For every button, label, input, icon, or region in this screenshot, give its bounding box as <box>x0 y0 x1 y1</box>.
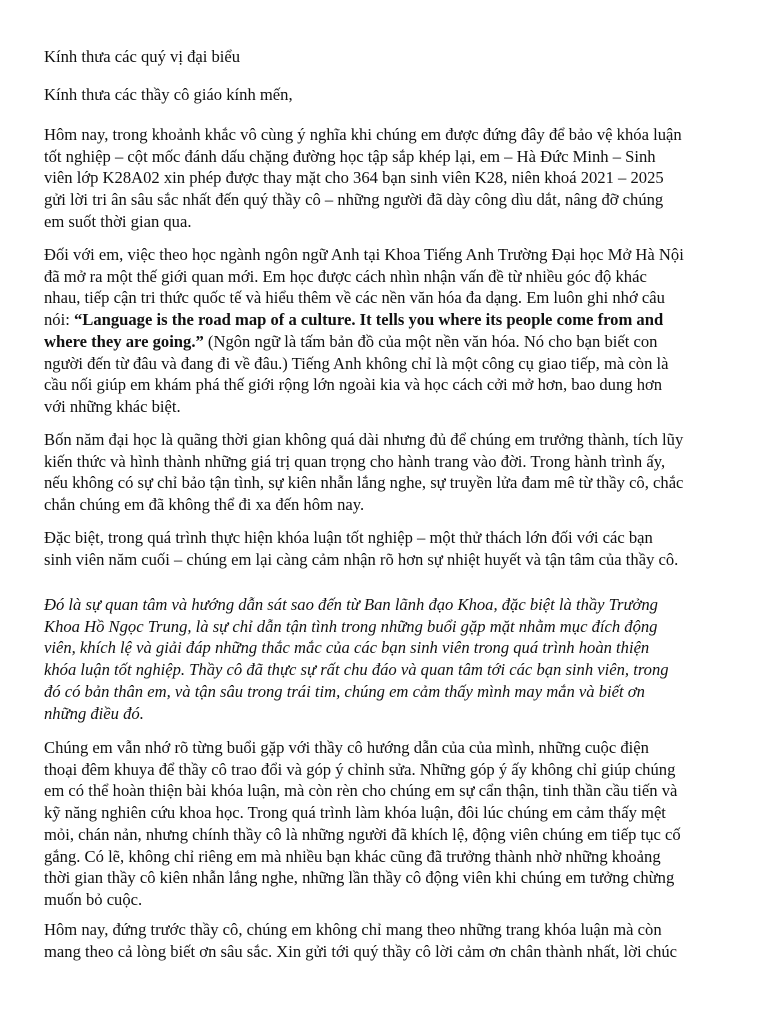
text-line <box>44 84 764 106</box>
text-line <box>44 244 764 266</box>
text-segment: thoại đêm khuya để thầy cô trao đổi và góp ý chỉnh sửa. Những góp ý ấy không chỉ giúp chúng <box>44 759 676 779</box>
text-segment: người đến từ đâu và đang đi về đâu.) Tiếng Anh không chỉ là một công cụ giao tiếp, mà còn là <box>44 353 669 373</box>
text-line <box>44 824 764 846</box>
text-line <box>44 451 764 473</box>
text-segment: sinh viên năm cuối – chúng em lại càng cảm nhận rõ hơn sự nhiệt huyết và tận tâm của thầy cô. <box>44 549 679 569</box>
text-segment: đã mở ra một thế giới quan mới. Em học được cách nhìn nhận vấn đề từ nhiều góc độ khác <box>44 266 647 286</box>
paragraph <box>44 527 764 570</box>
text-line <box>44 659 764 681</box>
bold-quote: “Language is the road map of a culture. It tells you where its people come from and <box>73 310 664 330</box>
text-segment: thời gian thầy cô kiên nhẫn lắng nghe, những lần thầy cô động viên khi chúng em tưởng chừng <box>44 868 675 888</box>
text-line <box>44 472 764 494</box>
text-segment: những điều đó. <box>44 703 144 723</box>
text-segment: mỏi, chán nản, nhưng chính thầy cô là những người đã khích lệ, động viên chúng em tiếp tục cố <box>44 824 681 844</box>
bold-quote: where they are going.” <box>44 331 204 351</box>
paragraph <box>44 84 764 106</box>
paragraph <box>44 594 764 724</box>
text-line <box>44 549 764 571</box>
text-line <box>44 189 764 211</box>
text-segment: Chúng em vẫn nhớ rõ từng buổi gặp với thầy cô hướng dẫn của của mình, những cuộc điện <box>44 738 649 757</box>
text-line <box>44 737 764 759</box>
paragraph <box>44 46 764 68</box>
text-segment: Kính thưa các quý vị đại biểu <box>44 47 241 66</box>
text-segment: Hôm nay, đứng trước thầy cô, chúng em không chỉ mang theo những trang khóa luận mà còn <box>44 920 662 939</box>
text-segment: Hôm nay, trong khoảnh khắc vô cùng ý nghĩa khi chúng em được đứng đây để bảo vệ khóa luận <box>44 125 682 144</box>
text-segment: viên, khích lệ và giải đáp những thắc mắc của các bạn sinh viên trong quá trình hoàn thiện <box>44 638 650 658</box>
text-segment: khóa luận tốt nghiệp. Thầy cô đã thực sự rất chu đáo và quan tâm tới các bạn sinh viên, trong <box>44 660 669 680</box>
text-segment: nhau, tiếp cận tri thức quốc tế và hiểu thêm về các nền văn hóa đa dạng. Em luôn ghi nhớ câu <box>44 288 665 308</box>
text-segment: kỹ năng nghiên cứu khoa học. Trong quá trình làm khóa luận, đôi lúc chúng em cảm thấy mệt <box>44 803 666 823</box>
text-segment: muốn bỏ cuộc. <box>44 889 143 909</box>
text-line <box>44 331 764 353</box>
text-segment: với những khác biệt. <box>44 396 181 416</box>
text-segment: gửi lời tri ân sâu sắc nhất đến quý thầy cô – những người đã dày công dìu dắt, nâng đỡ chúng <box>44 190 664 210</box>
text-line <box>44 802 764 824</box>
text-segment: gắng. Có lẽ, không chỉ riêng em mà nhiều bạn khác cũng đã trưởng thành nhờ những khoảng <box>44 846 661 866</box>
text-line <box>44 309 764 331</box>
text-line <box>44 889 764 911</box>
text-line <box>44 46 764 68</box>
text-segment: Kính thưa các thầy cô giáo kính mến, <box>44 85 293 104</box>
text-segment: nói: <box>44 310 74 330</box>
text-line <box>44 594 764 616</box>
text-segment: em có thể hoàn thiện bài khóa luận, mà còn rèn cho chúng em sự cẩn thận, tinh thần cầu tiến và <box>44 781 678 801</box>
text-line <box>44 759 764 781</box>
text-segment: (Ngôn ngữ là tấm bản đồ của một nền văn hóa. Nó cho bạn biết con <box>203 331 658 351</box>
text-line <box>44 146 764 168</box>
text-line <box>44 703 764 725</box>
paragraph <box>44 919 764 962</box>
text-segment: Khoa Hồ Ngọc Trung, là sự chỉ dẫn tận tình trong những buổi gặp mặt nhằm mục đích động <box>44 616 658 636</box>
paragraph <box>44 429 764 516</box>
text-segment: em suốt thời gian qua. <box>44 211 192 231</box>
paragraph <box>44 244 764 418</box>
paragraph <box>44 737 764 911</box>
text-line <box>44 124 764 146</box>
text-line <box>44 167 764 189</box>
text-segment: Bốn năm đại học là quãng thời gian không quá dài nhưng đủ để chúng em trưởng thành, tích lũy <box>44 430 684 449</box>
text-segment: Đối với em, việc theo học ngành ngôn ngữ Anh tại Khoa Tiếng Anh Trường Đại học Mở Hà Nội <box>44 245 684 264</box>
text-line <box>44 780 764 802</box>
text-segment: kiến thức và hình thành những giá trị quan trọng cho hành trang vào đời. Trong hành trình ấy, <box>44 451 666 471</box>
text-segment: mang theo cả lòng biết ơn sâu sắc. Xin gửi tới quý thầy cô lời cảm ơn chân thành nhất, lời chúc <box>44 941 678 961</box>
text-line <box>44 616 764 638</box>
text-line <box>44 867 764 889</box>
text-line <box>44 527 764 549</box>
text-line <box>44 637 764 659</box>
text-line <box>44 266 764 288</box>
text-line <box>44 429 764 451</box>
text-segment: nếu không có sự chỉ bảo tận tình, sự kiên nhẫn lắng nghe, sự truyền lửa đam mê từ thầy cô, chắc <box>44 473 684 493</box>
text-line <box>44 396 764 418</box>
text-segment: đó có bản thân em, và tận sâu trong trái tim, chúng em cảm thấy mình may mắn và biết ơn <box>44 681 645 701</box>
text-line <box>44 919 764 941</box>
text-segment: chắn chúng em đã không thể đi xa đến hôm nay. <box>44 495 365 515</box>
text-line <box>44 287 764 309</box>
text-line <box>44 681 764 703</box>
text-line <box>44 211 764 233</box>
text-line <box>44 353 764 375</box>
text-segment: tốt nghiệp – cột mốc đánh dấu chặng đường học tập sắp khép lại, em – Hà Đức Minh – Sinh <box>44 146 656 166</box>
text-line <box>44 941 764 963</box>
text-line <box>44 846 764 868</box>
text-segment: viên lớp K28A02 xin phép được thay mặt cho 364 bạn sinh viên K28, niên khoá 2021 – 2025 <box>44 168 664 188</box>
text-segment: cầu nối giúp em khám phá thế giới rộng lớn ngoài kia và học cách cởi mở hơn, bao dung hơn <box>44 375 663 395</box>
text-segment: Đặc biệt, trong quá trình thực hiện khóa luận tốt nghiệp – một thử thách lớn đối với các bạn <box>44 528 653 547</box>
text-line <box>44 374 764 396</box>
paragraph <box>44 124 764 233</box>
text-segment: Đó là sự quan tâm và hướng dẫn sát sao đến từ Ban lãnh đạo Khoa, đặc biệt là thầy Trưởng <box>44 595 658 614</box>
text-line <box>44 494 764 516</box>
